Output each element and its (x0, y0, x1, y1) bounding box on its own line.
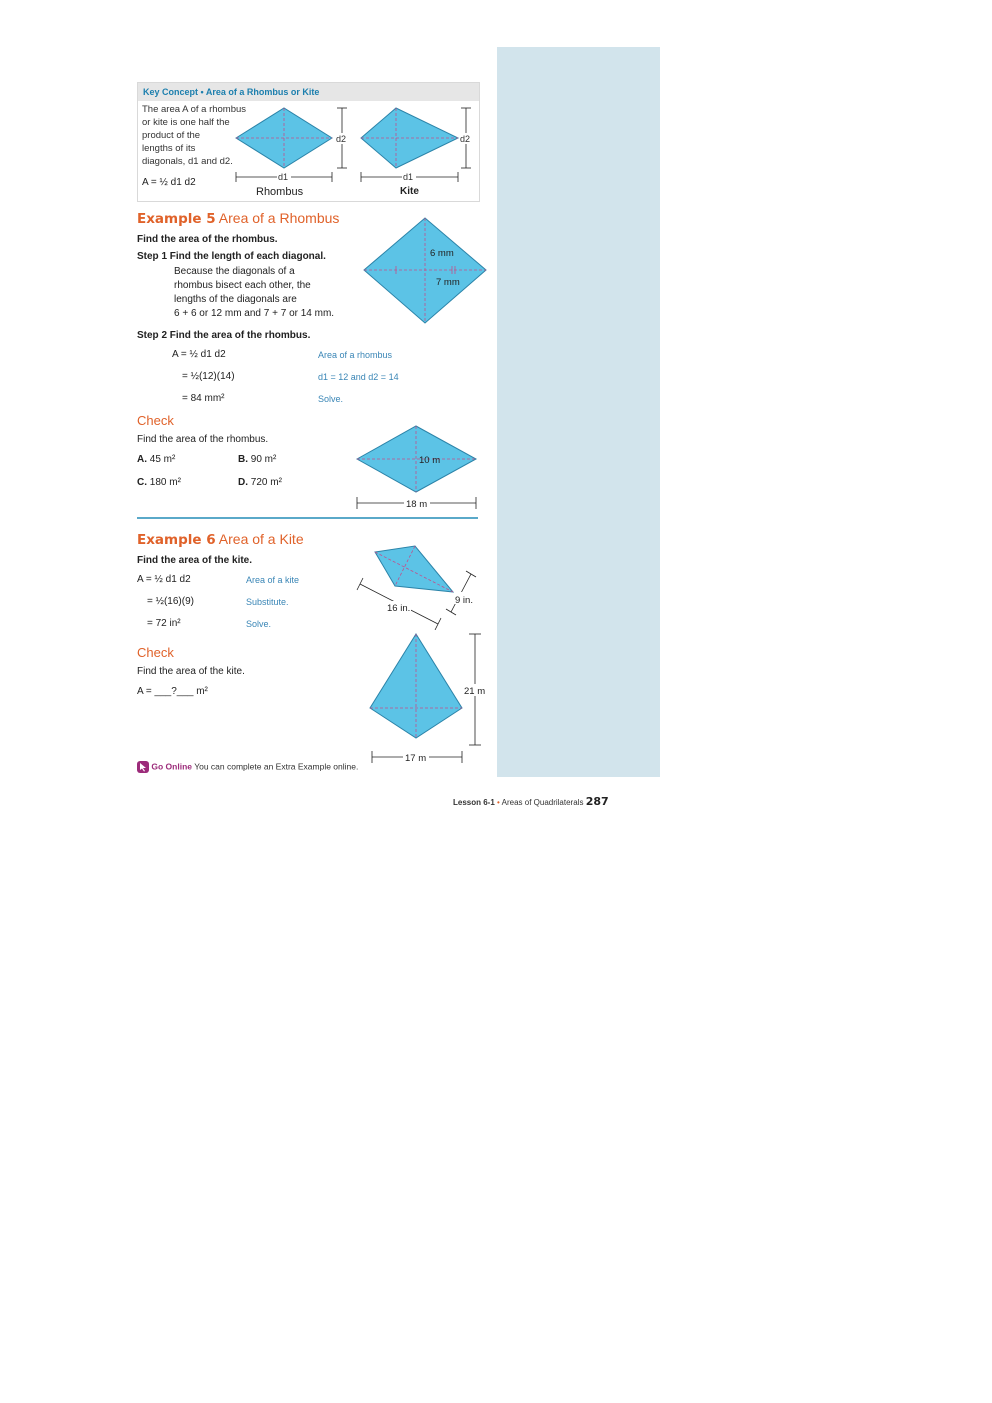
example5-step2: Step 2 Find the area of the rhombus. (137, 330, 311, 341)
check2-prompt: Find the area of the kite. (137, 666, 245, 677)
option-text: 90 m² (250, 454, 277, 465)
ex6-label-9in: 9 in. (455, 595, 473, 606)
check2-kite-figure (366, 630, 490, 766)
option-letter: D. (238, 477, 248, 488)
ex5-work-expr: = 84 mm² (182, 393, 225, 404)
check1-option-a[interactable] (137, 454, 175, 465)
ex5-work-note: Solve. (318, 394, 344, 404)
key-concept-box (137, 82, 480, 202)
kc-line: lengths of its (142, 143, 196, 154)
step1-line: 6 + 6 or 12 mm and 7 + 7 or 14 mm. (174, 308, 335, 319)
go-online-text: You can complete an Extra Example online. (194, 761, 359, 772)
go-online-link[interactable] (137, 761, 358, 773)
check1-label-18m: 18 m (406, 499, 428, 510)
example5-heading (137, 210, 339, 227)
kite-label: Kite (400, 186, 419, 197)
kc-kite-d1: d1 (403, 172, 414, 182)
ex5-work-expr: = ½(12)(14) (182, 371, 235, 382)
option-letter: A. (137, 454, 147, 465)
check2-label-17m: 17 m (405, 753, 427, 764)
check1-option-b[interactable] (238, 454, 276, 465)
page-footer (453, 795, 609, 808)
ex6-work-expr: = 72 in² (147, 618, 181, 629)
ex5-work-note: Area of a rhombus (318, 350, 393, 360)
option-letter: B. (238, 454, 248, 465)
key-concept-formula: A = ½ d1 d2 (142, 177, 196, 188)
example6-kite-figure (355, 542, 485, 630)
option-text: 720 m² (250, 477, 282, 488)
step1-line: Because the diagonals of a (174, 266, 295, 277)
key-concept-figures (138, 83, 479, 201)
cursor-icon (137, 761, 149, 773)
ex6-kite-shape (375, 546, 453, 592)
example6-heading (137, 531, 304, 548)
check1-option-c[interactable] (137, 477, 181, 488)
ex6-work-note: Area of a kite (246, 575, 300, 585)
ex6-work-note: Substitute. (246, 597, 289, 607)
footer-lesson: Lesson 6-1 (453, 798, 495, 807)
footer-bullet: • (497, 798, 500, 807)
ex5-label-7mm: 7 mm (436, 277, 460, 288)
kc-line: or kite is one half the (142, 117, 230, 128)
footer-title: Areas of Quadrilaterals (501, 798, 584, 807)
option-letter: C. (137, 477, 147, 488)
example6-prompt: Find the area of the kite. (137, 555, 253, 566)
check1-heading: Check (137, 413, 174, 428)
key-concept-title: Key Concept • Area of a Rhombus or Kite (143, 87, 320, 97)
check2-answer[interactable]: A = ___?___ m² (137, 686, 208, 697)
ex6-work-note: Solve. (246, 619, 272, 629)
kc-line: The area A of a rhombus (142, 104, 247, 115)
example5-step1: Step 1 Find the length of each diagonal. (137, 251, 326, 262)
margin-sidebar (497, 47, 660, 777)
example6-title: Area of a Kite (218, 531, 304, 547)
option-text: 45 m² (149, 454, 176, 465)
section-divider (137, 517, 478, 519)
rhombus-label: Rhombus (256, 186, 304, 198)
check1-rhombus-figure (354, 424, 480, 514)
check1-prompt: Find the area of the rhombus. (137, 434, 269, 445)
kc-rhombus-d2: d2 (336, 134, 347, 144)
ex6-label-16in: 16 in. (387, 603, 411, 614)
check2-label-21m: 21 m (464, 686, 486, 697)
example5-title: Area of a Rhombus (218, 210, 340, 226)
example6-number: Example 6 (137, 532, 216, 548)
step1-line: rhombus bisect each other, the (174, 280, 311, 291)
step1-line: lengths of the diagonals are (174, 294, 297, 305)
go-online-label: Go Online (151, 761, 192, 772)
ex6-work-expr: = ½(16)(9) (147, 596, 194, 607)
ex5-work-expr: A = ½ d1 d2 (172, 349, 226, 360)
option-text: 180 m² (149, 477, 181, 488)
example5-prompt: Find the area of the rhombus. (137, 234, 278, 245)
check2-heading: Check (137, 645, 174, 660)
example5-step1-text (174, 265, 334, 321)
kc-kite-d2: d2 (460, 134, 471, 144)
kc-line: diagonals, d1 and d2. (142, 156, 233, 167)
kc-line: product of the (142, 130, 201, 141)
example5-number: Example 5 (137, 211, 216, 227)
ex6-work-expr: A = ½ d1 d2 (137, 574, 191, 585)
ex5-label-6mm: 6 mm (430, 248, 454, 259)
kc-rhombus-d1: d1 (278, 172, 289, 182)
example5-rhombus-figure (360, 215, 490, 327)
footer-page-number: 287 (585, 795, 609, 808)
check1-label-10m: 10 m (419, 455, 441, 466)
check1-option-d[interactable] (238, 477, 282, 488)
ex5-work-note: d1 = 12 and d2 = 14 (318, 372, 399, 382)
